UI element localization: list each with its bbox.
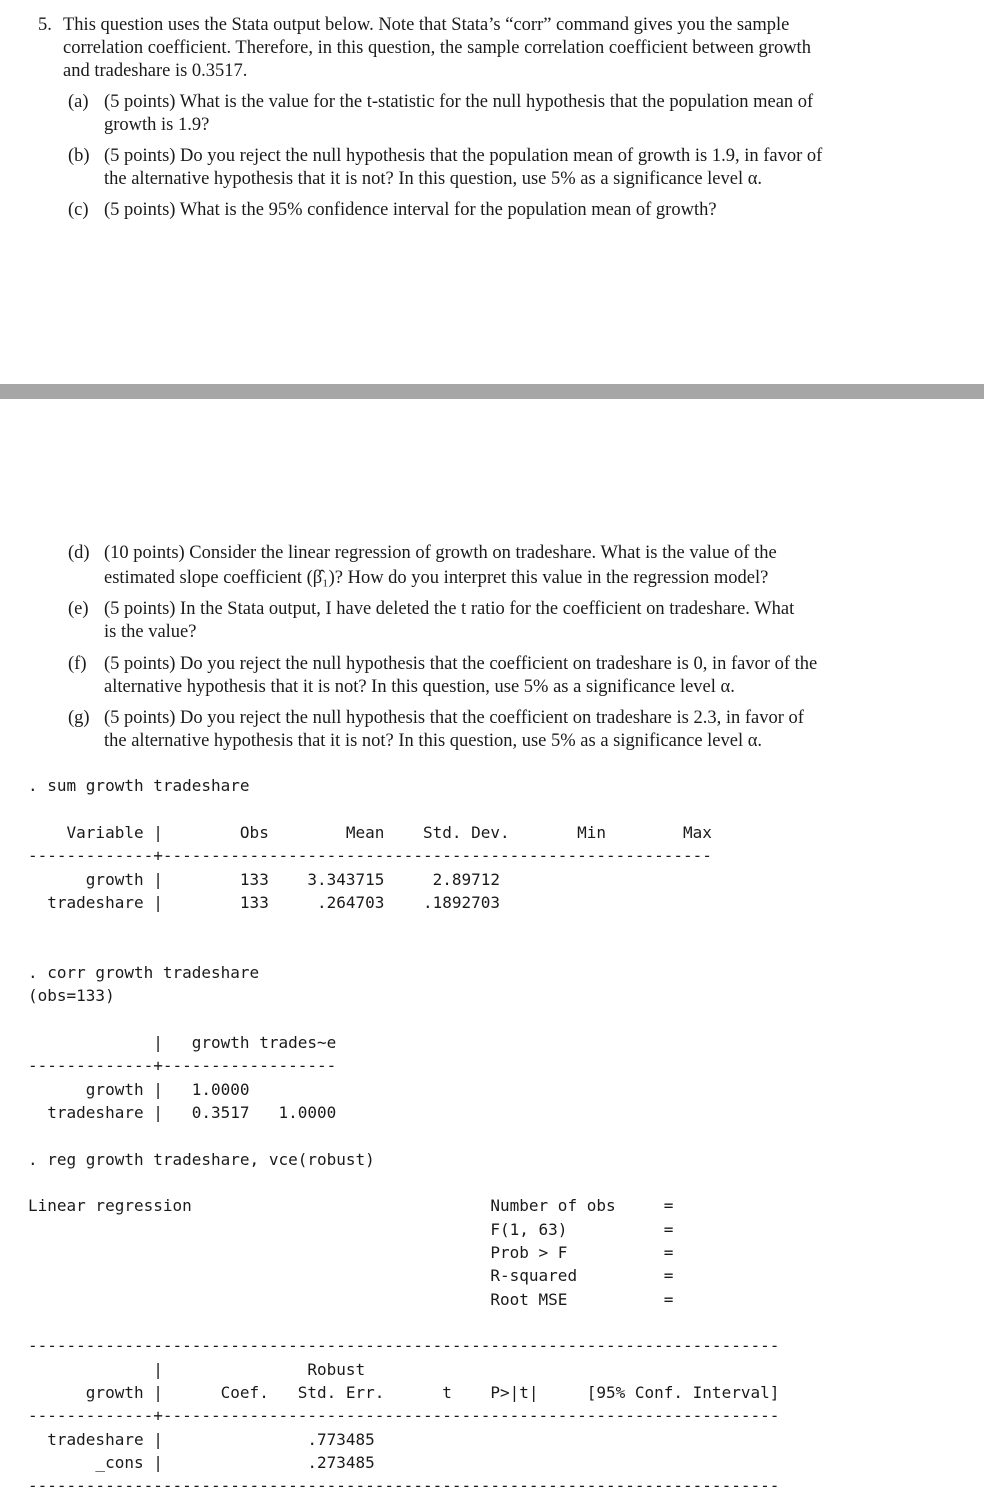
part-label: (c) <box>68 200 89 220</box>
stata-reg-command: . reg growth tradeshare, vce(robust) <box>28 1150 375 1169</box>
question-intro <box>63 14 943 83</box>
part-a <box>68 91 944 137</box>
stata-reg-title: Linear regression Number of obs = <box>28 1196 674 1215</box>
part-line: (5 points) What is the 95% confidence interval for the population mean of growth? <box>104 200 717 220</box>
part-e <box>68 598 944 644</box>
stata-sum-separator: -------------+--------------------------------------------------------- <box>28 846 712 865</box>
stata-reg-header: | Robust <box>28 1360 366 1379</box>
part-f <box>68 653 944 699</box>
part-line: estimated slope coefficient (β̂₁)? How do you interpret this value in the regression model? <box>104 568 769 588</box>
stata-reg-stat: F(1, 63) = <box>28 1220 674 1239</box>
stata-sum-row: growth | 133 3.343715 2.89712 <box>28 870 501 889</box>
part-label: (g) <box>68 708 90 728</box>
stata-corr-row: tradeshare | 0.3517 1.0000 <box>28 1103 337 1122</box>
part-c <box>68 199 944 222</box>
stata-reg-stat: Prob > F = <box>28 1243 674 1262</box>
part-line: (5 points) What is the value for the t-statistic for the null hypothesis that the population mean of <box>104 92 814 112</box>
stata-corr-obs: (obs=133) <box>28 986 115 1005</box>
part-d <box>68 542 944 590</box>
part-b <box>68 145 944 191</box>
part-label: (a) <box>68 92 89 112</box>
part-line: (5 points) Do you reject the null hypothesis that the population mean of growth is 1.9, in favor of <box>104 146 823 166</box>
stata-reg-header: growth | Coef. Std. Err. t P>|t| [95% Conf. Interval] <box>28 1383 780 1402</box>
stata-sum-header: Variable | Obs Mean Std. Dev. Min Max <box>28 823 712 842</box>
part-line: the alternative hypothesis that it is not? In this question, use 5% as a significance level α. <box>104 731 763 751</box>
stata-reg-stat: Root MSE = <box>28 1290 674 1309</box>
stata-reg-separator: -------------+---------------------------------------------------------------- <box>28 1406 780 1425</box>
page-divider <box>0 384 984 399</box>
part-label: (f) <box>68 654 87 674</box>
part-label: (e) <box>68 599 89 619</box>
intro-line: This question uses the Stata output below. Note that Stata’s “corr” command gives you the sample <box>63 15 790 35</box>
stata-sum-row: tradeshare | 133 .264703 .1892703 <box>28 893 501 912</box>
part-line: (10 points) Consider the linear regression of growth on tradeshare. What is the value of the <box>104 543 777 563</box>
part-line: alternative hypothesis that it is not? In this question, use 5% as a significance level α. <box>104 677 735 697</box>
stata-sum-command: . sum growth tradeshare <box>28 776 250 795</box>
stata-reg-separator: ------------------------------------------------------------------------------ <box>28 1476 780 1495</box>
stata-corr-separator: -------------+------------------ <box>28 1056 337 1075</box>
part-line: growth is 1.9? <box>104 115 210 135</box>
part-line: (5 points) Do you reject the null hypothesis that the coefficient on tradeshare is 2.3, in favor of <box>104 708 804 728</box>
part-g <box>68 707 944 753</box>
stata-corr-row: growth | 1.0000 <box>28 1080 250 1099</box>
stata-corr-command: . corr growth tradeshare <box>28 963 260 982</box>
part-line: (5 points) Do you reject the null hypothesis that the coefficient on tradeshare is 0, in favor of the <box>104 654 818 674</box>
intro-line: correlation coefficient. Therefore, in this question, the sample correlation coefficient between growth <box>63 38 811 58</box>
part-line: (5 points) In the Stata output, I have deleted the t ratio for the coefficient on tradeshare. What <box>104 599 795 619</box>
part-label: (d) <box>68 543 90 563</box>
stata-reg-stat: R-squared = <box>28 1266 674 1285</box>
part-line: the alternative hypothesis that it is not? In this question, use 5% as a significance level α. <box>104 169 763 189</box>
stata-reg-separator: ------------------------------------------------------------------------------ <box>28 1336 780 1355</box>
question-number: 5. <box>38 15 52 35</box>
part-label: (b) <box>68 146 90 166</box>
part-line: is the value? <box>104 622 197 642</box>
stata-reg-row: _cons | .273485 <box>28 1453 375 1472</box>
intro-line: and tradeshare is 0.3517. <box>63 61 248 81</box>
stata-corr-header: | growth trades~e <box>28 1033 337 1052</box>
stata-reg-row: tradeshare | .773485 <box>28 1430 375 1449</box>
